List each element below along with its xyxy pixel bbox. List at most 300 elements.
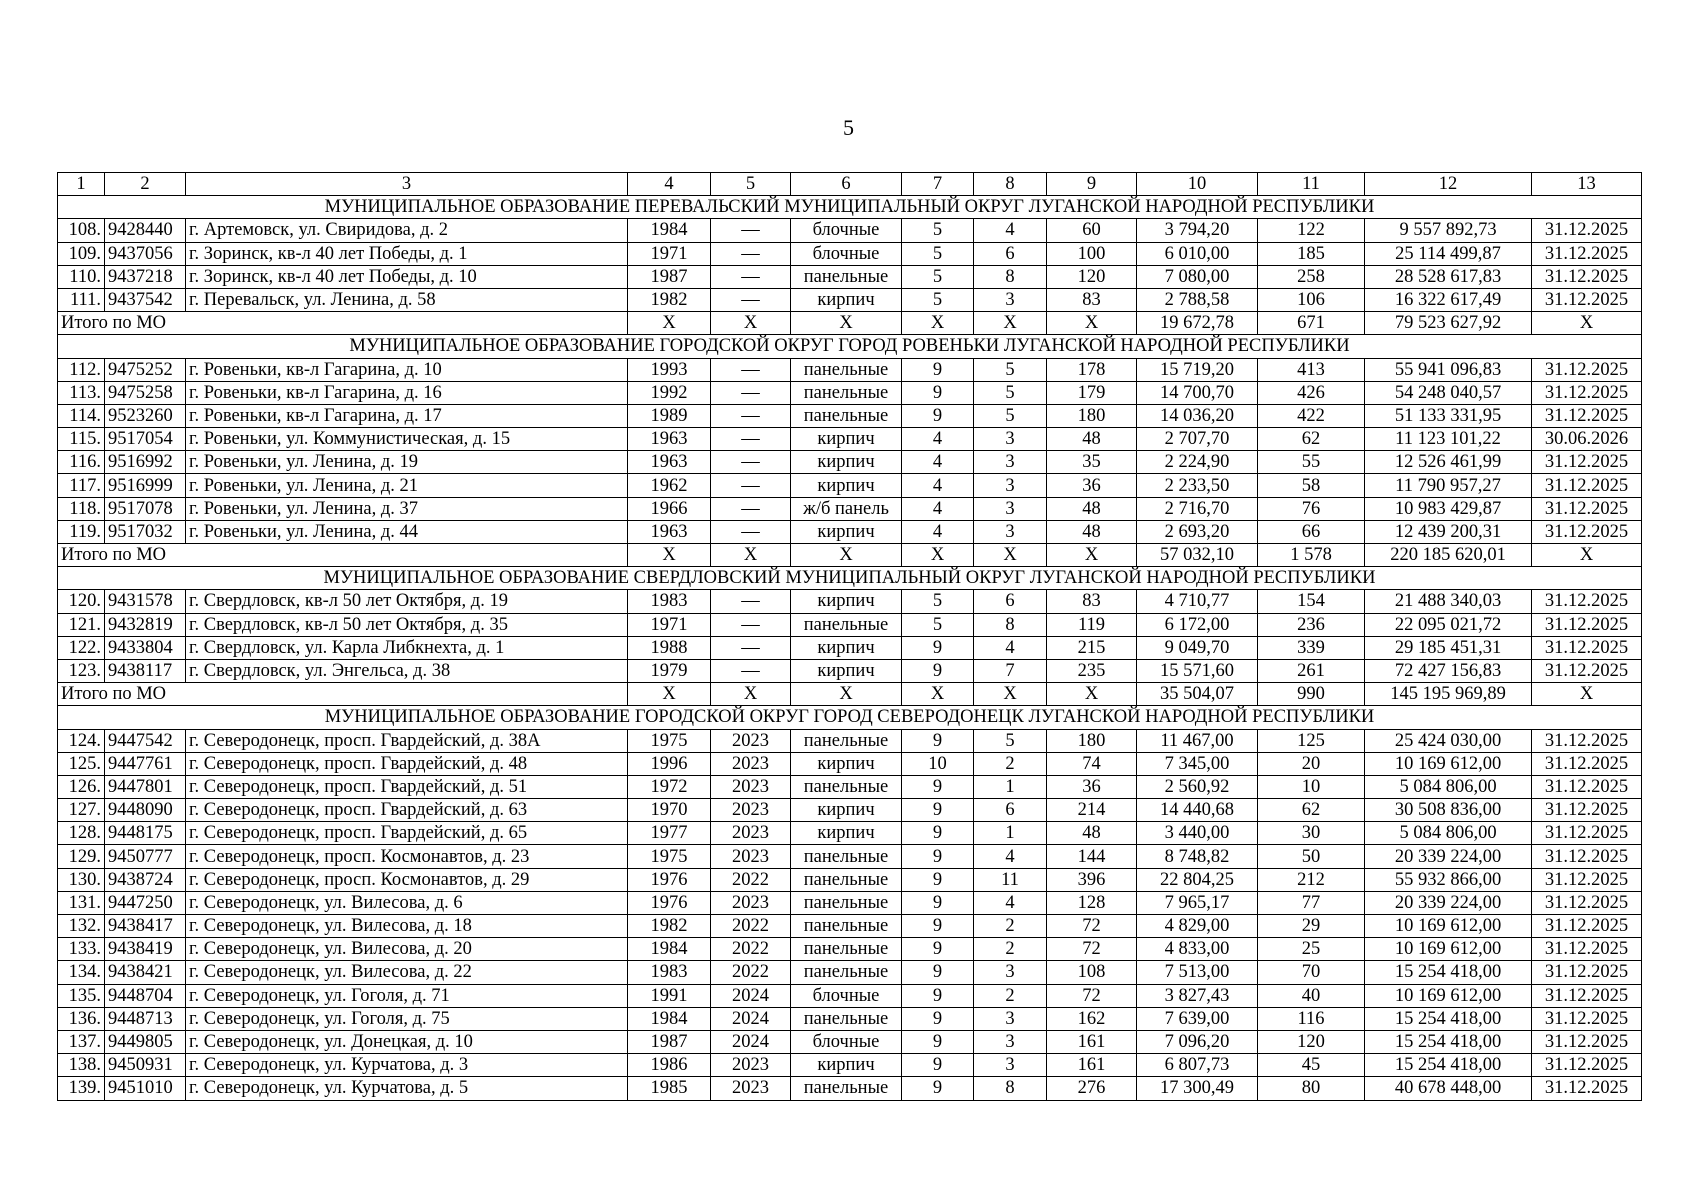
apartments-cell: 119 [1047, 613, 1137, 636]
deadline-cell: 31.12.2025 [1532, 799, 1642, 822]
floors-cell: 9 [902, 636, 974, 659]
code-cell: 9517054 [105, 428, 186, 451]
floors-cell: 5 [902, 242, 974, 265]
table-row [58, 451, 1642, 474]
address-cell: г. Северодонецк, просп. Гвардейский, д. 63 [186, 799, 628, 822]
total-cell: 671 [1258, 312, 1365, 335]
year-repair-cell: 2023 [711, 752, 791, 775]
floors-cell: 9 [902, 891, 974, 914]
wall-material-cell: кирпич [791, 288, 902, 311]
residents-cell: 422 [1258, 404, 1365, 427]
floors-cell: 9 [902, 358, 974, 381]
table-row [58, 961, 1642, 984]
entrances-cell: 6 [974, 242, 1047, 265]
wall-material-cell: панельные [791, 868, 902, 891]
column-number-cell: 9 [1047, 173, 1137, 196]
residents-cell: 30 [1258, 822, 1365, 845]
entrances-cell: 5 [974, 381, 1047, 404]
apartments-cell: 48 [1047, 822, 1137, 845]
cost-cell: 29 185 451,31 [1365, 636, 1532, 659]
code-cell: 9431578 [105, 590, 186, 613]
total-cell: X [711, 544, 791, 567]
apartments-cell: 161 [1047, 1030, 1137, 1053]
deadline-cell: 31.12.2025 [1532, 242, 1642, 265]
table-row [58, 1054, 1642, 1077]
deadline-cell: 31.12.2025 [1532, 984, 1642, 1007]
entrances-cell: 2 [974, 984, 1047, 1007]
year-built-cell: 1986 [628, 1054, 711, 1077]
year-built-cell: 1963 [628, 428, 711, 451]
residents-cell: 70 [1258, 961, 1365, 984]
deadline-cell: 31.12.2025 [1532, 1030, 1642, 1053]
deadline-cell: 31.12.2025 [1532, 868, 1642, 891]
cost-cell: 28 528 617,83 [1365, 265, 1532, 288]
cost-cell: 25 114 499,87 [1365, 242, 1532, 265]
row-number-cell: 122. [58, 636, 105, 659]
table-row [58, 984, 1642, 1007]
year-repair-cell: — [711, 288, 791, 311]
cost-cell: 10 169 612,00 [1365, 752, 1532, 775]
cost-cell: 11 123 101,22 [1365, 428, 1532, 451]
code-cell: 9475258 [105, 381, 186, 404]
year-built-cell: 1996 [628, 752, 711, 775]
column-number-cell: 1 [58, 173, 105, 196]
cost-cell: 21 488 340,03 [1365, 590, 1532, 613]
table-row [58, 288, 1642, 311]
area-cell: 2 716,70 [1137, 497, 1258, 520]
code-cell: 9438417 [105, 915, 186, 938]
wall-material-cell: кирпич [791, 659, 902, 682]
residents-cell: 45 [1258, 1054, 1365, 1077]
year-built-cell: 1977 [628, 822, 711, 845]
code-cell: 9450931 [105, 1054, 186, 1077]
year-built-cell: 1963 [628, 520, 711, 543]
code-cell: 9438421 [105, 961, 186, 984]
year-repair-cell: — [711, 474, 791, 497]
table-row [58, 265, 1642, 288]
area-cell: 6 807,73 [1137, 1054, 1258, 1077]
floors-cell: 9 [902, 984, 974, 1007]
cost-cell: 5 084 806,00 [1365, 775, 1532, 798]
floors-cell: 9 [902, 822, 974, 845]
deadline-cell: 31.12.2025 [1532, 288, 1642, 311]
area-cell: 22 804,25 [1137, 868, 1258, 891]
area-cell: 3 794,20 [1137, 219, 1258, 242]
apartments-cell: 72 [1047, 915, 1137, 938]
year-repair-cell: 2023 [711, 729, 791, 752]
total-cell: X [1047, 544, 1137, 567]
table-body [58, 173, 1642, 1101]
wall-material-cell: панельные [791, 845, 902, 868]
year-built-cell: 1976 [628, 868, 711, 891]
wall-material-cell: кирпич [791, 822, 902, 845]
area-cell: 7 096,20 [1137, 1030, 1258, 1053]
area-cell: 7 965,17 [1137, 891, 1258, 914]
year-built-cell: 1991 [628, 984, 711, 1007]
year-repair-cell: 2023 [711, 845, 791, 868]
row-number-cell: 124. [58, 729, 105, 752]
floors-cell: 5 [902, 613, 974, 636]
row-number-cell: 131. [58, 891, 105, 914]
entrances-cell: 4 [974, 891, 1047, 914]
cost-cell: 10 169 612,00 [1365, 915, 1532, 938]
residents-cell: 258 [1258, 265, 1365, 288]
area-cell: 7 345,00 [1137, 752, 1258, 775]
area-cell: 2 693,20 [1137, 520, 1258, 543]
year-built-cell: 1984 [628, 219, 711, 242]
table-row [58, 474, 1642, 497]
apartments-cell: 72 [1047, 984, 1137, 1007]
apartments-cell: 36 [1047, 775, 1137, 798]
year-repair-cell: 2024 [711, 1007, 791, 1030]
area-cell: 17 300,49 [1137, 1077, 1258, 1100]
wall-material-cell: панельные [791, 1007, 902, 1030]
row-number-cell: 120. [58, 590, 105, 613]
wall-material-cell: панельные [791, 961, 902, 984]
code-cell: 9450777 [105, 845, 186, 868]
code-cell: 9517032 [105, 520, 186, 543]
residents-cell: 212 [1258, 868, 1365, 891]
address-cell: г. Северодонецк, ул. Гоголя, д. 71 [186, 984, 628, 1007]
table-row [58, 520, 1642, 543]
code-cell: 9433804 [105, 636, 186, 659]
deadline-cell: 31.12.2025 [1532, 497, 1642, 520]
address-cell: г. Свердловск, ул. Энгельса, д. 38 [186, 659, 628, 682]
floors-cell: 5 [902, 265, 974, 288]
floors-cell: 9 [902, 1077, 974, 1100]
apartments-cell: 83 [1047, 590, 1137, 613]
year-built-cell: 1988 [628, 636, 711, 659]
deadline-cell: 31.12.2025 [1532, 265, 1642, 288]
residents-cell: 339 [1258, 636, 1365, 659]
year-repair-cell: 2024 [711, 1030, 791, 1053]
row-number-cell: 114. [58, 404, 105, 427]
apartments-cell: 180 [1047, 729, 1137, 752]
year-built-cell: 1993 [628, 358, 711, 381]
floors-cell: 5 [902, 219, 974, 242]
residents-cell: 58 [1258, 474, 1365, 497]
column-number-cell: 11 [1258, 173, 1365, 196]
address-cell: г. Северодонецк, просп. Гвардейский, д. 65 [186, 822, 628, 845]
year-built-cell: 1979 [628, 659, 711, 682]
address-cell: г. Северодонецк, ул. Вилесова, д. 22 [186, 961, 628, 984]
apartments-cell: 36 [1047, 474, 1137, 497]
total-cell: X [974, 312, 1047, 335]
total-row [58, 312, 1642, 335]
cost-cell: 55 932 866,00 [1365, 868, 1532, 891]
row-number-cell: 126. [58, 775, 105, 798]
floors-cell: 4 [902, 428, 974, 451]
residents-cell: 40 [1258, 984, 1365, 1007]
table-row [58, 613, 1642, 636]
residents-cell: 25 [1258, 938, 1365, 961]
entrances-cell: 1 [974, 775, 1047, 798]
code-cell: 9448090 [105, 799, 186, 822]
year-built-cell: 1966 [628, 497, 711, 520]
year-repair-cell: — [711, 520, 791, 543]
year-repair-cell: 2022 [711, 961, 791, 984]
year-repair-cell: — [711, 659, 791, 682]
residents-cell: 122 [1258, 219, 1365, 242]
floors-cell: 4 [902, 497, 974, 520]
entrances-cell: 1 [974, 822, 1047, 845]
year-built-cell: 1987 [628, 265, 711, 288]
table-row [58, 497, 1642, 520]
total-cell: X [711, 312, 791, 335]
address-cell: г. Северодонецк, просп. Космонавтов, д. 29 [186, 868, 628, 891]
row-number-cell: 117. [58, 474, 105, 497]
entrances-cell: 4 [974, 219, 1047, 242]
table-row [58, 1030, 1642, 1053]
apartments-cell: 35 [1047, 451, 1137, 474]
year-repair-cell: — [711, 242, 791, 265]
deadline-cell: 31.12.2025 [1532, 520, 1642, 543]
code-cell: 9448704 [105, 984, 186, 1007]
section-title: МУНИЦИПАЛЬНОЕ ОБРАЗОВАНИЕ СВЕРДЛОВСКИЙ МУНИЦИПАЛЬНЫЙ ОКРУГ ЛУГАНСКОЙ НАРОДНОЙ РЕСПУБЛИКИ [58, 567, 1642, 590]
floors-cell: 9 [902, 775, 974, 798]
area-cell: 2 707,70 [1137, 428, 1258, 451]
row-number-cell: 116. [58, 451, 105, 474]
row-number-cell: 139. [58, 1077, 105, 1100]
code-cell: 9438117 [105, 659, 186, 682]
deadline-cell: 31.12.2025 [1532, 613, 1642, 636]
address-cell: г. Свердловск, ул. Карла Либкнехта, д. 1 [186, 636, 628, 659]
deadline-cell: 31.12.2025 [1532, 451, 1642, 474]
year-built-cell: 1985 [628, 1077, 711, 1100]
entrances-cell: 3 [974, 1007, 1047, 1030]
table-row [58, 729, 1642, 752]
entrances-cell: 8 [974, 265, 1047, 288]
cost-cell: 22 095 021,72 [1365, 613, 1532, 636]
apartments-cell: 178 [1047, 358, 1137, 381]
wall-material-cell: кирпич [791, 428, 902, 451]
year-repair-cell: — [711, 358, 791, 381]
residents-cell: 10 [1258, 775, 1365, 798]
floors-cell: 9 [902, 1054, 974, 1077]
total-cell: X [791, 683, 902, 706]
address-cell: г. Ровеньки, ул. Ленина, д. 37 [186, 497, 628, 520]
total-cell: 1 578 [1258, 544, 1365, 567]
total-cell: 35 504,07 [1137, 683, 1258, 706]
column-number-cell: 8 [974, 173, 1047, 196]
cost-cell: 16 322 617,49 [1365, 288, 1532, 311]
deadline-cell: 31.12.2025 [1532, 891, 1642, 914]
address-cell: г. Северодонецк, просп. Космонавтов, д. 23 [186, 845, 628, 868]
year-repair-cell: 2022 [711, 938, 791, 961]
deadline-cell: 31.12.2025 [1532, 729, 1642, 752]
page-number: 5 [843, 115, 854, 140]
total-cell: X [902, 312, 974, 335]
wall-material-cell: кирпич [791, 752, 902, 775]
address-cell: г. Зоринск, кв-л 40 лет Победы, д. 10 [186, 265, 628, 288]
table-row [58, 381, 1642, 404]
entrances-cell: 4 [974, 845, 1047, 868]
address-cell: г. Ровеньки, кв-л Гагарина, д. 16 [186, 381, 628, 404]
area-cell: 7 080,00 [1137, 265, 1258, 288]
deadline-cell: 31.12.2025 [1532, 752, 1642, 775]
year-repair-cell: 2023 [711, 1054, 791, 1077]
area-cell: 2 233,50 [1137, 474, 1258, 497]
table-row [58, 1007, 1642, 1030]
wall-material-cell: блочные [791, 219, 902, 242]
total-cell: X [1532, 544, 1642, 567]
wall-material-cell: кирпич [791, 520, 902, 543]
table-row [58, 590, 1642, 613]
cost-cell: 10 169 612,00 [1365, 984, 1532, 1007]
section-header-row [58, 335, 1642, 358]
address-cell: г. Северодонецк, просп. Гвардейский, д. 38А [186, 729, 628, 752]
row-number-cell: 138. [58, 1054, 105, 1077]
wall-material-cell: кирпич [791, 1054, 902, 1077]
deadline-cell: 31.12.2025 [1532, 381, 1642, 404]
table-row [58, 752, 1642, 775]
wall-material-cell: блочные [791, 1030, 902, 1053]
cost-cell: 10 983 429,87 [1365, 497, 1532, 520]
residents-cell: 120 [1258, 1030, 1365, 1053]
entrances-cell: 2 [974, 938, 1047, 961]
code-cell: 9451010 [105, 1077, 186, 1100]
total-cell: X [711, 683, 791, 706]
floors-cell: 10 [902, 752, 974, 775]
cost-cell: 30 508 836,00 [1365, 799, 1532, 822]
year-built-cell: 1975 [628, 729, 711, 752]
entrances-cell: 2 [974, 915, 1047, 938]
year-repair-cell: — [711, 265, 791, 288]
address-cell: г. Северодонецк, ул. Гоголя, д. 75 [186, 1007, 628, 1030]
cost-cell: 5 084 806,00 [1365, 822, 1532, 845]
year-repair-cell: 2023 [711, 775, 791, 798]
residents-cell: 62 [1258, 799, 1365, 822]
total-label: Итого по МО [58, 544, 628, 567]
year-repair-cell: — [711, 451, 791, 474]
row-number-cell: 113. [58, 381, 105, 404]
area-cell: 4 829,00 [1137, 915, 1258, 938]
code-cell: 9449805 [105, 1030, 186, 1053]
address-cell: г. Ровеньки, кв-л Гагарина, д. 10 [186, 358, 628, 381]
deadline-cell: 31.12.2025 [1532, 636, 1642, 659]
deadline-cell: 31.12.2025 [1532, 590, 1642, 613]
residents-cell: 125 [1258, 729, 1365, 752]
row-number-cell: 123. [58, 659, 105, 682]
cost-cell: 12 439 200,31 [1365, 520, 1532, 543]
area-cell: 3 827,43 [1137, 984, 1258, 1007]
deadline-cell: 31.12.2025 [1532, 219, 1642, 242]
area-cell: 3 440,00 [1137, 822, 1258, 845]
row-number-cell: 134. [58, 961, 105, 984]
area-cell: 11 467,00 [1137, 729, 1258, 752]
entrances-cell: 5 [974, 404, 1047, 427]
code-cell: 9438419 [105, 938, 186, 961]
housing-table [57, 172, 1642, 1101]
total-cell: X [1532, 312, 1642, 335]
apartments-cell: 235 [1047, 659, 1137, 682]
apartments-cell: 48 [1047, 520, 1137, 543]
wall-material-cell: панельные [791, 358, 902, 381]
floors-cell: 5 [902, 288, 974, 311]
code-cell: 9437218 [105, 265, 186, 288]
year-repair-cell: 2022 [711, 868, 791, 891]
code-cell: 9475252 [105, 358, 186, 381]
year-built-cell: 1983 [628, 961, 711, 984]
residents-cell: 154 [1258, 590, 1365, 613]
year-repair-cell: — [711, 497, 791, 520]
area-cell: 14 036,20 [1137, 404, 1258, 427]
area-cell: 15 571,60 [1137, 659, 1258, 682]
apartments-cell: 276 [1047, 1077, 1137, 1100]
area-cell: 6 010,00 [1137, 242, 1258, 265]
residents-cell: 80 [1258, 1077, 1365, 1100]
year-built-cell: 1971 [628, 242, 711, 265]
cost-cell: 20 339 224,00 [1365, 845, 1532, 868]
cost-cell: 51 133 331,95 [1365, 404, 1532, 427]
row-number-cell: 127. [58, 799, 105, 822]
apartments-cell: 108 [1047, 961, 1137, 984]
wall-material-cell: панельные [791, 1077, 902, 1100]
area-cell: 14 700,70 [1137, 381, 1258, 404]
table-row [58, 659, 1642, 682]
cost-cell: 9 557 892,73 [1365, 219, 1532, 242]
wall-material-cell: панельные [791, 265, 902, 288]
deadline-cell: 31.12.2025 [1532, 938, 1642, 961]
cost-cell: 20 339 224,00 [1365, 891, 1532, 914]
wall-material-cell: панельные [791, 404, 902, 427]
total-cell: X [1047, 683, 1137, 706]
wall-material-cell: кирпич [791, 451, 902, 474]
area-cell: 7 513,00 [1137, 961, 1258, 984]
entrances-cell: 6 [974, 590, 1047, 613]
entrances-cell: 5 [974, 358, 1047, 381]
row-number-cell: 111. [58, 288, 105, 311]
code-cell: 9447801 [105, 775, 186, 798]
column-number-row [58, 173, 1642, 196]
apartments-cell: 162 [1047, 1007, 1137, 1030]
address-cell: г. Свердловск, кв-л 50 лет Октября, д. 19 [186, 590, 628, 613]
table-row [58, 938, 1642, 961]
year-built-cell: 1970 [628, 799, 711, 822]
wall-material-cell: кирпич [791, 799, 902, 822]
floors-cell: 9 [902, 915, 974, 938]
address-cell: г. Северодонецк, ул. Вилесова, д. 20 [186, 938, 628, 961]
entrances-cell: 3 [974, 520, 1047, 543]
area-cell: 2 560,92 [1137, 775, 1258, 798]
table-row [58, 636, 1642, 659]
code-cell: 9516992 [105, 451, 186, 474]
total-cell: X [791, 312, 902, 335]
residents-cell: 413 [1258, 358, 1365, 381]
column-number-cell: 6 [791, 173, 902, 196]
entrances-cell: 3 [974, 451, 1047, 474]
apartments-cell: 83 [1047, 288, 1137, 311]
table-row [58, 845, 1642, 868]
deadline-cell: 31.12.2025 [1532, 404, 1642, 427]
column-number-cell: 2 [105, 173, 186, 196]
residents-cell: 106 [1258, 288, 1365, 311]
total-label: Итого по МО [58, 683, 628, 706]
floors-cell: 4 [902, 474, 974, 497]
apartments-cell: 60 [1047, 219, 1137, 242]
row-number-cell: 112. [58, 358, 105, 381]
cost-cell: 15 254 418,00 [1365, 1030, 1532, 1053]
apartments-cell: 48 [1047, 428, 1137, 451]
address-cell: г. Ровеньки, ул. Ленина, д. 44 [186, 520, 628, 543]
floors-cell: 9 [902, 868, 974, 891]
code-cell: 9448175 [105, 822, 186, 845]
table-row [58, 404, 1642, 427]
apartments-cell: 128 [1047, 891, 1137, 914]
wall-material-cell: панельные [791, 729, 902, 752]
column-number-cell: 13 [1532, 173, 1642, 196]
total-cell: X [974, 544, 1047, 567]
